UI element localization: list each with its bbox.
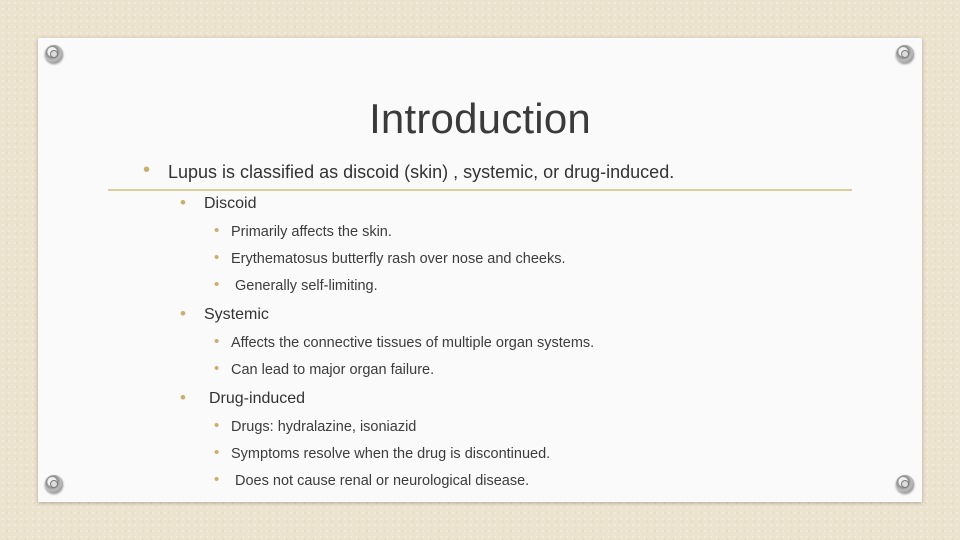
list-item	[214, 471, 530, 489]
bullet-icon: •	[180, 193, 186, 212]
bullet-icon: •	[214, 276, 220, 293]
category-systemic	[180, 304, 269, 324]
category-discoid	[180, 193, 257, 213]
list-item-text: Symptoms resolve when the drug is discontinued.	[231, 446, 551, 462]
bullet-icon: •	[214, 444, 220, 461]
bullet-icon: •	[214, 222, 220, 239]
list-item	[214, 417, 417, 435]
list-item	[214, 444, 551, 462]
list-item-text: Does not cause renal or neurological disease.	[235, 473, 530, 489]
pushpin-icon	[45, 45, 63, 63]
bullet-icon: •	[214, 360, 220, 377]
bullet-icon: •	[214, 471, 220, 488]
list-item	[214, 276, 378, 294]
list-item-text: Generally self-limiting.	[235, 278, 378, 294]
list-item-text: Primarily affects the skin.	[231, 224, 392, 240]
divider	[108, 189, 852, 191]
pushpin-icon	[45, 475, 63, 493]
bullet-icon: •	[143, 159, 151, 181]
category-label: Discoid	[204, 195, 257, 212]
list-item	[214, 222, 392, 240]
list-item	[214, 249, 566, 267]
category-label: Systemic	[204, 306, 269, 323]
list-item-text: Affects the connective tissues of multiple organ systems.	[231, 335, 595, 351]
list-item	[214, 360, 435, 378]
pushpin-icon	[896, 475, 914, 493]
list-item-text: Erythematosus butterfly rash over nose and cheeks.	[231, 251, 566, 267]
pushpin-icon	[896, 45, 914, 63]
main-bullet-text: Lupus is classified as discoid (skin) , systemic, or drug-induced.	[168, 162, 675, 182]
list-item-text: Can lead to major organ failure.	[231, 362, 435, 378]
bullet-icon: •	[214, 333, 220, 350]
slide-title: Introduction	[369, 95, 591, 142]
list-item	[214, 333, 595, 351]
category-label: Drug-induced	[209, 390, 306, 407]
list-item-text: Drugs: hydralazine, isoniazid	[231, 419, 417, 435]
bullet-icon: •	[180, 388, 186, 407]
main-bullet	[143, 159, 675, 183]
category-drug-induced	[180, 388, 306, 408]
bullet-icon: •	[180, 304, 186, 323]
bullet-icon: •	[214, 249, 220, 266]
bullet-icon: •	[214, 417, 220, 434]
